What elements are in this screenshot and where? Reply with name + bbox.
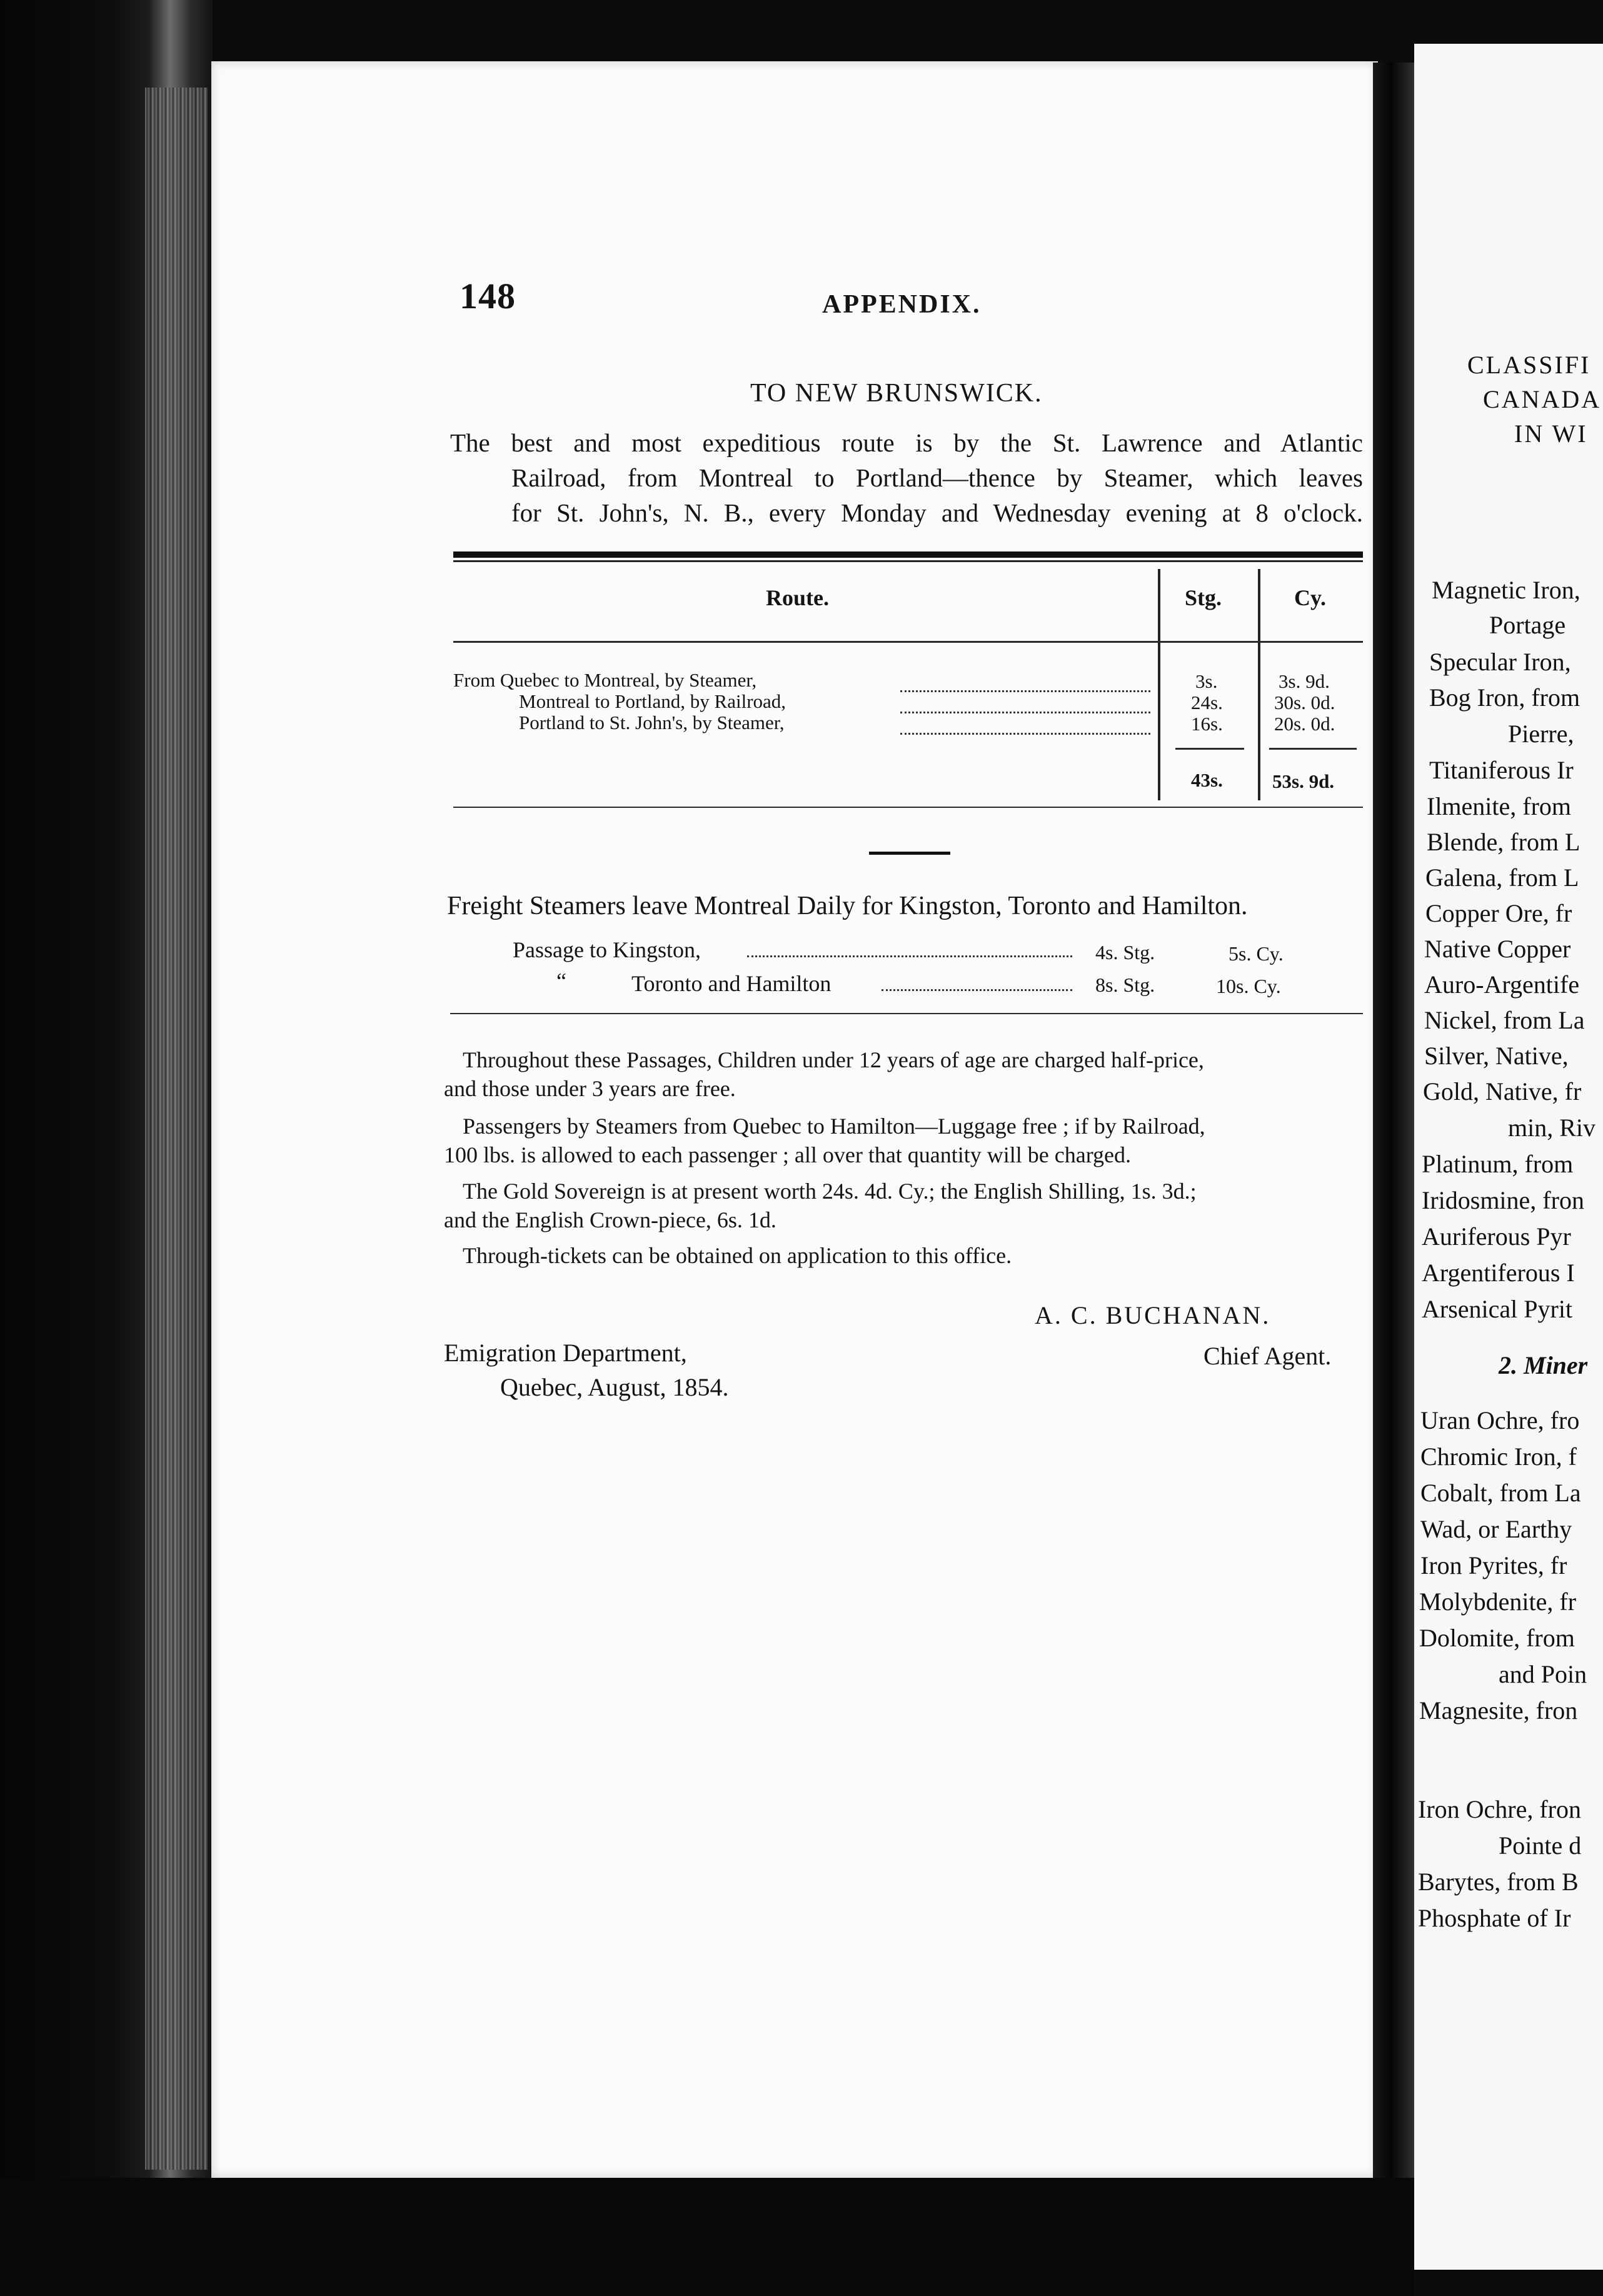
adjacent-line: Auriferous Pyr [1422, 1222, 1571, 1251]
adjacent-line: Phosphate of Ir [1418, 1904, 1571, 1932]
adjacent-line: Nickel, from La [1424, 1006, 1585, 1034]
fare-stg: 3s. [1195, 670, 1218, 692]
adjacent-line: Blende, from L [1427, 828, 1580, 856]
fare-cy: 3s. 9d. [1279, 670, 1330, 692]
passage-label: Toronto and Hamilton [631, 971, 832, 996]
adjacent-line: Magnesite, fron [1419, 1696, 1578, 1725]
adjacent-line: Galena, from L [1425, 864, 1579, 892]
adjacent-line: Iron Pyrites, fr [1420, 1551, 1567, 1579]
section-divider [869, 852, 950, 855]
page-number: 148 [460, 276, 516, 316]
leader-dots [900, 712, 1150, 713]
leader-dots [900, 690, 1150, 692]
table-row [519, 692, 786, 712]
note-paragraph [444, 1241, 1360, 1270]
leader-dots [882, 989, 1072, 991]
note-paragraph [444, 1045, 1360, 1103]
adjacent-line: Arsenical Pyrit [1422, 1295, 1573, 1323]
adjacent-line: Titaniferous Ir [1429, 756, 1574, 784]
adjacent-line: Gold, Native, fr [1423, 1077, 1582, 1105]
table-row [519, 713, 785, 733]
table-top-rule [453, 551, 1363, 558]
adjacent-line: Pierre, [1508, 720, 1574, 748]
header-stg: Stg. [1185, 585, 1222, 610]
adjacent-line: Molybdenite, fr [1419, 1588, 1577, 1616]
freight-rule [450, 1013, 1363, 1014]
column-divider [1258, 569, 1260, 800]
signatory-name: A. C. BUCHANAN. [1035, 1301, 1271, 1329]
adjacent-line: Iridosmine, fron [1422, 1186, 1584, 1214]
column-divider [1158, 569, 1160, 800]
adjacent-line: Uran Ochre, fro [1420, 1406, 1580, 1434]
sum-rule [1175, 748, 1244, 750]
intro-line: for St. John's, N. B., every Monday and Wednesday evening at 8 o'clock. [511, 498, 1363, 527]
sum-rule [1269, 748, 1357, 750]
leader-dots [900, 733, 1150, 735]
adjacent-line: Wad, or Earthy [1420, 1515, 1572, 1543]
adjacent-line: Pointe d [1499, 1831, 1582, 1860]
note-line: 100 lbs. is allowed to each passenger ; all over that quantity will be charged. [444, 1142, 1132, 1167]
section-title: TO NEW BRUNSWICK. [750, 379, 1043, 408]
passage-stg: 4s. Stg. [1095, 941, 1155, 964]
bottom-shadow [0, 2178, 1414, 2296]
freight-heading: Freight Steamers leave Montreal Daily for Kingston, Toronto and Hamilton. [447, 892, 1248, 920]
passage-cy: 10s. Cy. [1216, 975, 1281, 997]
header-rule [453, 641, 1363, 643]
fare-stg: 16s. [1191, 713, 1223, 735]
header-route: Route. [766, 585, 829, 610]
adjacent-line: Magnetic Iron, [1432, 576, 1580, 604]
route-label: Portland to St. John's, by Steamer, [519, 712, 785, 733]
table-row [453, 670, 756, 690]
table-bottom-rule [453, 807, 1363, 808]
adjacent-line: Barytes, from B [1418, 1868, 1579, 1896]
adjacent-line: and Poin [1499, 1660, 1587, 1688]
adjacent-line: Specular Iron, [1429, 648, 1571, 676]
route-label: From Quebec to Montreal, by Steamer, [453, 669, 757, 691]
adjacent-line: Iron Ochre, fron [1418, 1795, 1581, 1823]
book-gutter [1373, 63, 1418, 2251]
adjacent-line: Bog Iron, from [1429, 683, 1580, 712]
adjacent-heading: CANADA [1483, 385, 1602, 413]
passage-stg: 8s. Stg. [1095, 974, 1155, 996]
table-top-rule-thin [453, 560, 1363, 562]
fare-cy: 20s. 0d. [1274, 713, 1335, 735]
note-line: The Gold Sovereign is at present worth 24s. 4d. Cy.; the English Shilling, 1s. 3d.; [463, 1179, 1197, 1204]
adjacent-heading: IN WI [1514, 420, 1588, 448]
adjacent-line: Native Copper [1424, 935, 1571, 963]
adjacent-line: min, Riv [1508, 1114, 1596, 1142]
note-line: and the English Crown-piece, 6s. 1d. [444, 1207, 776, 1232]
note-line: and those under 3 years are free. [444, 1076, 736, 1101]
leader-dots [747, 955, 1072, 957]
ditto-mark: “ [556, 969, 566, 994]
adjacent-line: Ilmenite, from [1427, 792, 1572, 820]
adjacent-line: Platinum, from [1422, 1150, 1574, 1178]
fare-cy: 30s. 0d. [1274, 692, 1335, 713]
adjacent-line: Copper Ore, fr [1425, 899, 1572, 927]
running-head: APPENDIX. [822, 290, 982, 319]
adjacent-line: Portage [1489, 611, 1566, 639]
department-date: Quebec, August, 1854. [500, 1373, 729, 1401]
adjacent-line: Argentiferous I [1422, 1259, 1575, 1287]
total-stg: 43s. [1191, 769, 1223, 791]
adjacent-page [1414, 44, 1603, 2270]
intro-line: Railroad, from Montreal to Portland—thence by Steamer, which leaves [511, 463, 1363, 492]
note-paragraph [444, 1112, 1360, 1169]
adjacent-line: Silver, Native, [1424, 1042, 1569, 1070]
note-paragraph [444, 1177, 1360, 1234]
route-label: Montreal to Portland, by Railroad, [519, 690, 786, 712]
note-line: Passengers by Steamers from Quebec to Hamilton—Luggage free ; if by Railroad, [463, 1114, 1205, 1139]
header-cy: Cy. [1294, 585, 1327, 610]
total-cy: 53s. 9d. [1272, 770, 1335, 792]
signatory-title: Chief Agent. [1204, 1342, 1332, 1370]
note-line: Through-tickets can be obtained on application to this office. [463, 1243, 1012, 1268]
department-name: Emigration Department, [444, 1339, 687, 1367]
fare-stg: 24s. [1191, 692, 1223, 713]
intro-paragraph [450, 425, 1363, 530]
adjacent-subheading: 2. Miner [1499, 1351, 1588, 1379]
page-edges [145, 88, 208, 2170]
adjacent-line: Dolomite, from [1419, 1624, 1575, 1652]
adjacent-heading: CLASSIFI [1467, 351, 1591, 379]
adjacent-line: Cobalt, from La [1420, 1479, 1581, 1507]
intro-line: The best and most expeditious route is by the St. Lawrence and Atlantic [450, 428, 1363, 457]
adjacent-line: Auro-Argentife [1424, 970, 1580, 999]
note-line: Throughout these Passages, Children under 12 years of age are charged half-price, [463, 1047, 1204, 1072]
adjacent-line: Chromic Iron, f [1420, 1443, 1577, 1471]
passage-label: Passage to Kingston, [513, 937, 701, 962]
passage-cy: 5s. Cy. [1229, 942, 1284, 965]
